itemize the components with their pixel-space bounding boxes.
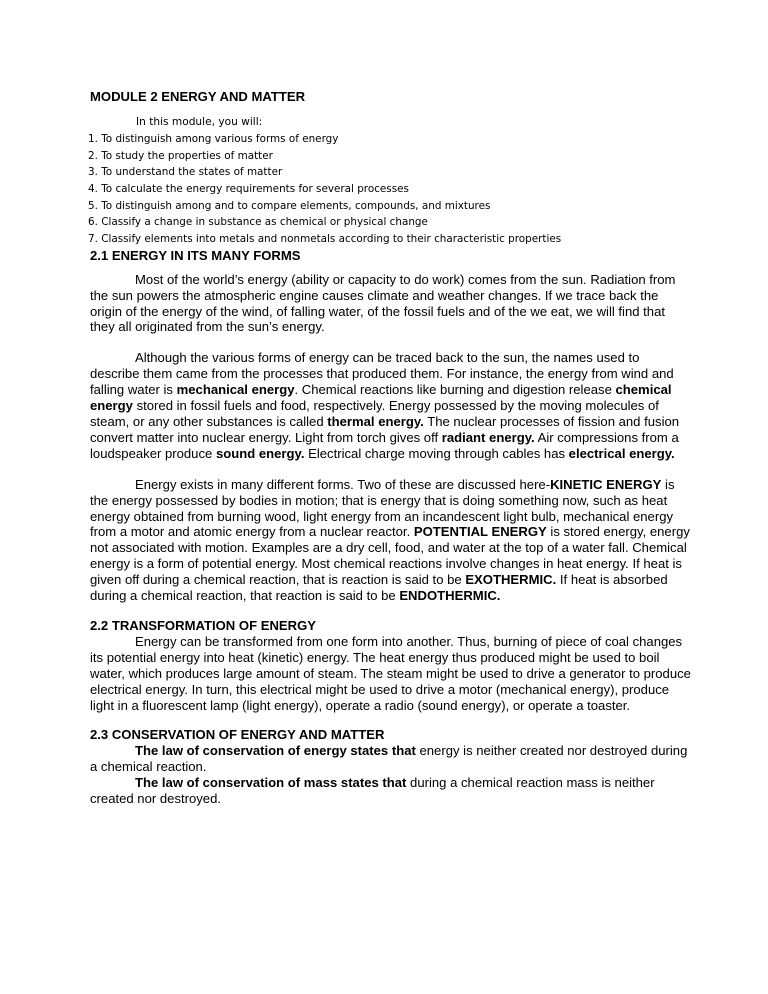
paragraph <box>90 775 692 807</box>
bold-term: thermal energy. <box>327 413 424 429</box>
objectives-list <box>90 131 692 248</box>
section-heading-2-1: 2.1 ENERGY IN ITS MANY FORMS <box>90 247 301 263</box>
paragraph <box>90 350 692 461</box>
paragraph-text: during a chemical reaction mass is neither created nor destroyed. <box>90 775 655 807</box>
paragraph <box>90 743 692 775</box>
paragraph <box>90 477 692 604</box>
objective-item: 7. Classify elements into metals and nonmetals according to their characteristic properties <box>88 233 562 246</box>
module-title: MODULE 2 ENERGY AND MATTER <box>90 89 306 104</box>
bold-term: ENDOTHERMIC. <box>399 588 501 604</box>
section-heading-2-2: 2.2 TRANSFORMATION OF ENERGY <box>90 617 317 633</box>
bold-term: sound energy. <box>215 445 305 461</box>
paragraph-text: Energy exists in many different forms. Two of these are discussed here- <box>135 476 551 492</box>
paragraph: Energy can be transformed from one form into another. Thus, burning of piece of coal changes its potential energy into heat (kinetic) energy. The heat energy thus produced might be used to boil water, which produces large amount of steam. The steam might be used to drive a generator to produce electrical energy. In turn, this electrical might be used to drive a motor (mechanical energy), produce light in a fluorescent lamp (light energy), operate a radio (sound energy), or operate a toaster. <box>90 633 691 713</box>
objective-item: 4. To calculate the energy requirements for several processes <box>88 182 409 195</box>
objectives-intro: In this module, you will: <box>136 116 263 128</box>
paragraph-text: Electrical charge moving through cables has <box>304 445 569 461</box>
paragraph-text: Although the various forms of energy can be traced back to the sun, the names used to describe them came from the processes that produced them. For instance, the energy from wind and falling water is <box>90 350 674 398</box>
bold-term: The law of conservation of mass states that <box>135 775 407 791</box>
bold-term: mechanical energy <box>176 382 295 398</box>
objective-item: 5. To distinguish among and to compare elements, compounds, and mixtures <box>88 199 491 212</box>
bold-term: chemical energy <box>90 382 672 414</box>
bold-term: EXOTHERMIC. <box>465 572 557 588</box>
objective-item: 2. To study the properties of matter <box>88 149 273 162</box>
paragraph-text: is stored energy, energy not associated with motion. Examples are a dry cell, food, and water at the top of a water fall. Chemical energy is a form of potential energy. Most chemical reactions involve changes in heat energy. If heat is given off during a chemical reaction, that is reaction is said to be <box>90 524 690 588</box>
bold-term: electrical energy. <box>568 445 675 461</box>
paragraph-text: If heat is absorbed during a chemical reaction, that reaction is said to be <box>90 572 668 604</box>
paragraph-text: Air compressions from a loudspeaker produce <box>90 429 679 461</box>
bold-term: POTENTIAL ENERGY <box>413 524 547 540</box>
paragraph-text: The nuclear processes of fission and fusion convert matter into nuclear energy. Light from torch gives off <box>90 413 680 445</box>
paragraph-text: stored in fossil fuels and food, respectively. Energy possessed by the moving molecules of steam, or any other substances is called <box>90 398 659 429</box>
document-body <box>90 89 692 807</box>
bold-term: The law of conservation of energy states that <box>135 743 416 759</box>
objective-item: 6. Classify a change in substance as chemical or physical change <box>88 216 428 229</box>
paragraph-text: is the energy possessed by bodies in motion; that is energy that is doing something now, such as heat energy obtained from burning wood, light energy from an incandescent light bulb, mechanical energy from a motor and atomic energy from a nuclear reactor. <box>90 476 675 540</box>
bold-term: radiant energy. <box>441 429 535 445</box>
section-heading-2-3: 2.3 CONSERVATION OF ENERGY AND MATTER <box>90 727 385 743</box>
paragraph: Most of the world’s energy (ability or capacity to do work) comes from the sun. Radiation from the sun powers the atmospheric engine causes climate and weather changes. If we trace back the origin of the energy of the wind, of falling water, of the fossil fuels and of the we eat, we will find that they all originated from the sun’s energy. <box>90 271 676 335</box>
bold-term: KINETIC ENERGY <box>550 476 662 492</box>
objective-item: 3. To understand the states of matter <box>88 166 283 179</box>
paragraph-text: energy is neither created nor destroyed during a chemical reaction. <box>90 743 688 775</box>
objective-item: 1. To distinguish among various forms of energy <box>88 132 339 145</box>
paragraph-text: . Chemical reactions like burning and digestion release <box>294 382 616 398</box>
